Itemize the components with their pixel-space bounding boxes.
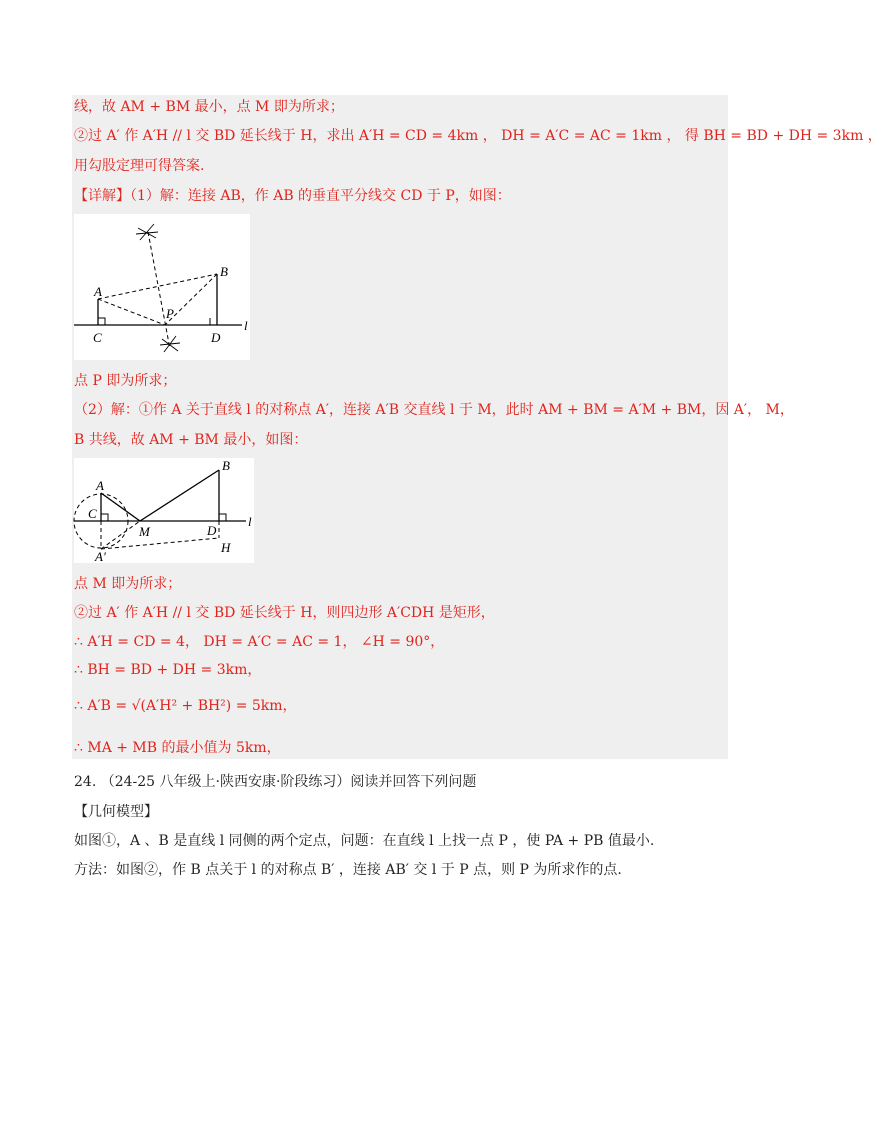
segment-A2H bbox=[101, 538, 219, 549]
label-A-prime: A′ bbox=[95, 549, 106, 564]
question-line-3: 如图①，A 、B 是直线 l 同侧的两个定点，问题：在直线 l 上找一点 P ，使 PA + PB 值最小. bbox=[74, 833, 655, 849]
segment-AM bbox=[101, 493, 140, 521]
arc-mark-top bbox=[136, 224, 158, 240]
label-l: l bbox=[244, 318, 248, 333]
solution-line-12: ∴ A′B = √(A′H² + BH²) = 5km， bbox=[74, 698, 297, 714]
solution-line-2: ②过 A′ 作 A′H // l 交 BD 延长线于 H，求出 A′H = CD = 4km ， DH = A′C = AC = 1km ， 得 BH = BD + DH = 3km ， bbox=[74, 128, 882, 144]
question-title: 24. （24-25 八年级上·陕西安康·阶段练习）阅读并回答下列问题 bbox=[74, 774, 477, 790]
label-C: C bbox=[88, 506, 97, 521]
label-B: B bbox=[220, 264, 228, 279]
label-H: H bbox=[221, 540, 231, 555]
solution-line-7: B 共线，故 AM + BM 最小，如图： bbox=[74, 432, 308, 448]
solution-line-8: 点 M 即为所求； bbox=[74, 576, 182, 592]
solution-line-1: 线，故 AM + BM 最小，点 M 即为所求； bbox=[74, 99, 344, 115]
perpendicular-bisector bbox=[148, 232, 170, 349]
solution-line-10: ∴ A′H = CD = 4， DH = A′C = AC = 1， ∠H = 90°， bbox=[74, 634, 445, 650]
figure-perpendicular-bisector bbox=[74, 214, 250, 360]
segment-A2M bbox=[101, 521, 140, 549]
label-P: P bbox=[166, 306, 174, 321]
label-D: D bbox=[211, 330, 221, 345]
question-line-4: 方法：如图②，作 B 点关于 l 的对称点 B′ ，连接 AB′ 交 l 于 P 点，则 P 为所求作的点. bbox=[74, 862, 622, 878]
segment-AP bbox=[98, 299, 165, 325]
label-B: B bbox=[222, 458, 230, 473]
segment-AB bbox=[98, 274, 217, 299]
right-angle-D bbox=[219, 514, 226, 521]
segment-MB bbox=[140, 470, 219, 521]
solution-line-9: ②过 A′ 作 A′H // l 交 BD 延长线于 H，则四边形 A′CDH 是矩形， bbox=[74, 605, 495, 621]
right-angle-D bbox=[210, 318, 217, 325]
solution-detail-heading: 【详解】（1）解：连接 AB，作 AB 的垂直平分线交 CD 于 P，如图： bbox=[74, 188, 511, 204]
figure-reflection bbox=[74, 458, 254, 563]
right-angle-C bbox=[98, 318, 105, 325]
label-D: D bbox=[207, 523, 217, 538]
right-angle-C bbox=[101, 514, 108, 521]
label-M: M bbox=[139, 524, 150, 539]
solution-line-6: （2）解：①作 A 关于直线 l 的对称点 A′，连接 A′B 交直线 l 于 M，此时 AM + BM = A′M + BM，因 A′， M， bbox=[74, 402, 794, 418]
solution-line-5: 点 P 即为所求； bbox=[74, 373, 177, 389]
label-C: C bbox=[93, 330, 102, 345]
label-A: A bbox=[94, 284, 102, 299]
arc-mark-bottom bbox=[160, 336, 180, 352]
label-l: l bbox=[248, 514, 252, 529]
label-A: A bbox=[96, 478, 104, 493]
solution-line-3: 用勾股定理可得答案. bbox=[74, 158, 205, 174]
question-heading: 【几何模型】 bbox=[74, 804, 158, 820]
solution-line-13: ∴ MA + MB 的最小值为 5km， bbox=[74, 740, 281, 756]
solution-line-11: ∴ BH = BD + DH = 3km， bbox=[74, 662, 262, 678]
